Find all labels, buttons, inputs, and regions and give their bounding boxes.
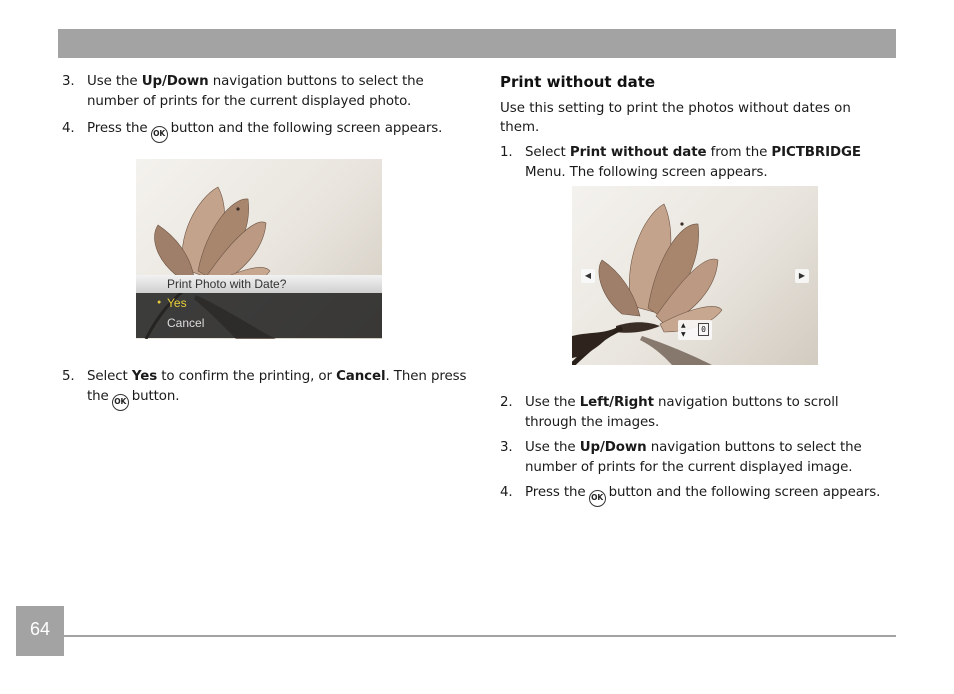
step-number: 4. <box>62 121 75 136</box>
section-title: Print without date <box>500 73 656 91</box>
step-text: navigation buttons to select the number of prints for the current displayed image. <box>525 440 862 475</box>
section-intro: Use this setting to print the photos without dates on them. <box>500 101 851 135</box>
pictbridge-label: PICTBRIDGE <box>771 145 861 160</box>
prompt-menu <box>136 293 382 338</box>
step-text: Press the <box>525 485 586 500</box>
left-step-4 <box>62 119 447 143</box>
option-cancel[interactable]: Cancel <box>167 316 205 330</box>
up-down-label: Up/Down <box>579 440 647 455</box>
step-text: Use the <box>87 74 142 89</box>
right-step-2 <box>500 393 890 432</box>
step-text: Select <box>87 369 132 384</box>
step-text: button. <box>131 388 180 404</box>
option-yes[interactable]: Yes <box>167 296 187 310</box>
right-step-3 <box>500 438 890 477</box>
print-quantity-stepper[interactable] <box>678 320 712 340</box>
up-down-label: Up/Down <box>141 74 209 89</box>
step-number: 3. <box>62 74 75 89</box>
footer-rule <box>64 635 896 637</box>
cancel-label: Cancel <box>336 369 386 384</box>
step-number: 5. <box>62 369 75 384</box>
left-step-5 <box>62 367 472 411</box>
right-column <box>500 72 890 182</box>
step-number: 3. <box>500 440 513 455</box>
step-text: button and the following screen appears. <box>608 485 881 500</box>
left-step-3 <box>62 72 447 111</box>
step-text: navigation buttons to select the number of prints for the current displayed photo. <box>87 74 424 109</box>
step-text: Use the <box>525 440 580 455</box>
step-number: 1. <box>500 145 513 160</box>
step-text: Menu. The following screen appears. <box>525 164 768 180</box>
right-arrow-icon[interactable]: ▶ <box>795 269 809 283</box>
ok-button-icon: OK <box>151 126 168 143</box>
right-step-1 <box>500 143 890 182</box>
left-right-label: Left/Right <box>579 395 654 410</box>
step-text: Press the <box>87 121 148 136</box>
print-without-date-label: Print without date <box>569 145 707 160</box>
left-column <box>62 72 447 143</box>
step-text: Use the <box>525 395 580 410</box>
camera-screen-print-without-date <box>572 186 818 365</box>
print-quantity-value: 0 <box>698 323 709 336</box>
right-step-4 <box>500 483 890 507</box>
right-steps-lower <box>500 393 890 507</box>
step-text: from the <box>706 145 772 160</box>
ok-button-icon: OK <box>589 490 606 507</box>
step-text: button and the following screen appears. <box>170 121 443 136</box>
step-text: Select <box>525 145 570 160</box>
header-bar <box>58 29 896 58</box>
camera-screen-print-with-date <box>136 159 382 339</box>
step-text: navigation buttons to scroll through the images. <box>525 395 839 430</box>
step-text: . Then press the <box>87 369 467 404</box>
up-down-arrow-icon: ▲ ▼ <box>681 322 686 338</box>
left-arrow-icon[interactable]: ◀ <box>581 269 595 283</box>
page-number: 64 <box>16 606 64 656</box>
selection-indicator-icon: ● <box>157 299 162 306</box>
step-number: 4. <box>500 485 513 500</box>
ok-button-icon: OK <box>112 394 129 411</box>
print-date-prompt: Print Photo with Date? <box>136 275 382 293</box>
yes-label: Yes <box>131 369 158 384</box>
step-number: 2. <box>500 395 513 410</box>
step-text: to confirm the printing, or <box>157 369 337 384</box>
